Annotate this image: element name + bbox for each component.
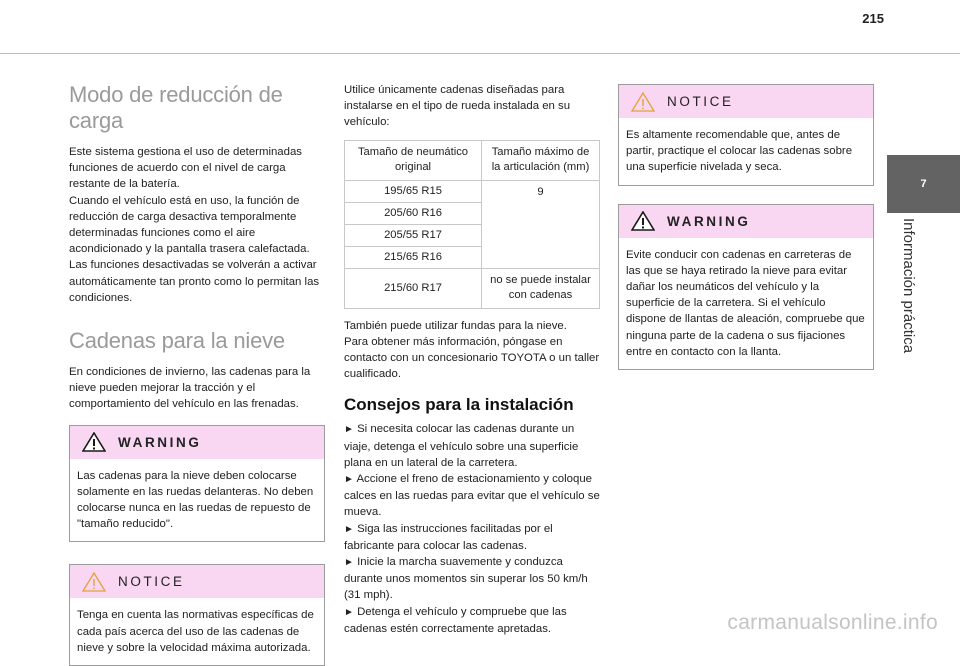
paragraph: Las funciones desactivadas se volverán a activar automáticamente tan pronto como lo permitan las condiciones. [69,259,320,304]
column-middle [344,82,600,637]
step-text: Detenga el vehículo y compruebe que las cadenas estén correctamente apretadas. [344,605,567,635]
step-text: Si necesita colocar las cadenas durante un viaje, detenga el vehículo sobre una superficie plana en un lateral de la carretera. [344,423,579,469]
step-text: Inicie la marcha suavemente y conduzca durante unos momentos sin superar los 50 km/h (31 mph). [344,556,588,602]
warning-triangle-icon [82,432,106,452]
column-right [618,82,874,370]
paragraph: También puede utilizar fundas para la nieve. [344,319,567,332]
paragraph: Para obtener más información, póngase en contacto con un concesionario TOYOTA o un taller cualificado. [344,335,600,381]
watermark: carmanualsonline.info [727,611,938,634]
table-cell-tire: 205/55 R17 [345,224,482,246]
arrow-bullet-icon: ► [344,424,354,436]
warning-label: WARNING [118,434,202,450]
warning-box [69,425,325,543]
arrow-bullet-icon: ► [344,557,354,569]
table-header-link: Tamaño máximo de la articulación (mm) [482,140,600,180]
notice-triangle-icon [631,92,655,112]
column-left [69,82,325,666]
notice-header [619,85,873,118]
list-item [344,554,600,604]
warning-text: Evite conducir con cadenas en carreteras de las que se haya retirado la nieve para evitar dañar los neumáticos del vehículo y la superficie de la carretera. Si el vehículo dispone de llantas de aleación, compruebe que ninguna parte de la cadena o sus fijaciones entre en contacto con la llanta. [626,248,865,358]
paragraph: Este sistema gestiona el uso de determinadas funciones de acuerdo con el nivel de carga restante de la batería. [69,146,303,191]
step-text: Siga las instrucciones facilitadas por el fabricante para colocar las cadenas. [344,522,553,552]
notice-text: Tenga en cuenta las normativas específicas de cada país acerca del uso de las cadenas de nieve y sobre la velocidad máxima autorizada. [77,609,314,654]
section-title-load-reduction: Modo de reducción de carga [69,82,283,133]
warning-triangle-icon [631,211,655,231]
arrow-bullet-icon: ► [344,606,354,618]
notice-triangle-icon [82,572,106,592]
subsection-title-installation: Consejos para la instalación [344,395,574,415]
chapter-tab [887,155,960,213]
chapter-title [900,218,920,368]
paragraph: En condiciones de invierno, las cadenas para la nieve pueden mejorar la tracción y el comportamiento del vehículo en las frenadas. [69,366,311,411]
table-cell-tire: 195/65 R15 [345,180,482,202]
chain-size-table [344,140,600,309]
notice-header [70,565,324,598]
notice-label: NOTICE [667,94,734,109]
paragraph: Cuando el vehículo está en uso, la función de reducción de carga desactiva temporalmente determinadas funciones como el aire acondicionado y la pantalla trasera calefactada. [69,194,310,256]
table-cell-tire: 215/65 R16 [345,246,482,268]
section-title-snow-chains: Cadenas para la nieve [69,328,285,354]
table-cell-tire: 205/60 R16 [345,202,482,224]
page-number: 215 [862,11,884,26]
arrow-bullet-icon: ► [344,474,354,486]
notice-label: NOTICE [118,574,185,590]
chapter-title-text: Información práctica [900,218,917,354]
table-cell-link: no se puede instalar con cadenas [482,268,600,308]
table-cell-tire: 215/60 R17 [345,268,482,308]
warning-header [619,205,873,238]
warning-text: Las cadenas para la nieve deben colocarse solamente en las ruedas delanteras. No deben colocarse nunca en las ruedas de repuesto de "tamaño reducido". [77,469,314,531]
table-cell-link: 9 [482,180,600,268]
list-item [344,604,600,637]
list-item [344,421,600,471]
notice-box [618,84,874,186]
table-header-tire: Tamaño de neumático original [345,140,482,180]
paragraph: Utilice únicamente cadenas diseñadas para instalarse en el tipo de rueda instalada en su vehículo: [344,84,571,129]
notice-box [69,564,325,666]
list-item [344,521,600,554]
notice-text: Es altamente recomendable que, antes de partir, practique el colocar las cadenas sobre una superficie nivelada y seca. [626,129,853,174]
warning-header [70,426,324,459]
warning-label: WARNING [667,213,751,229]
header-divider [0,53,960,54]
arrow-bullet-icon: ► [344,523,354,535]
list-item [344,471,600,521]
warning-box [618,204,874,370]
chapter-number: 7 [920,178,927,190]
step-text: Accione el freno de estacionamiento y coloque calces en las ruedas para evitar que el vehículo se mueva. [344,473,600,519]
